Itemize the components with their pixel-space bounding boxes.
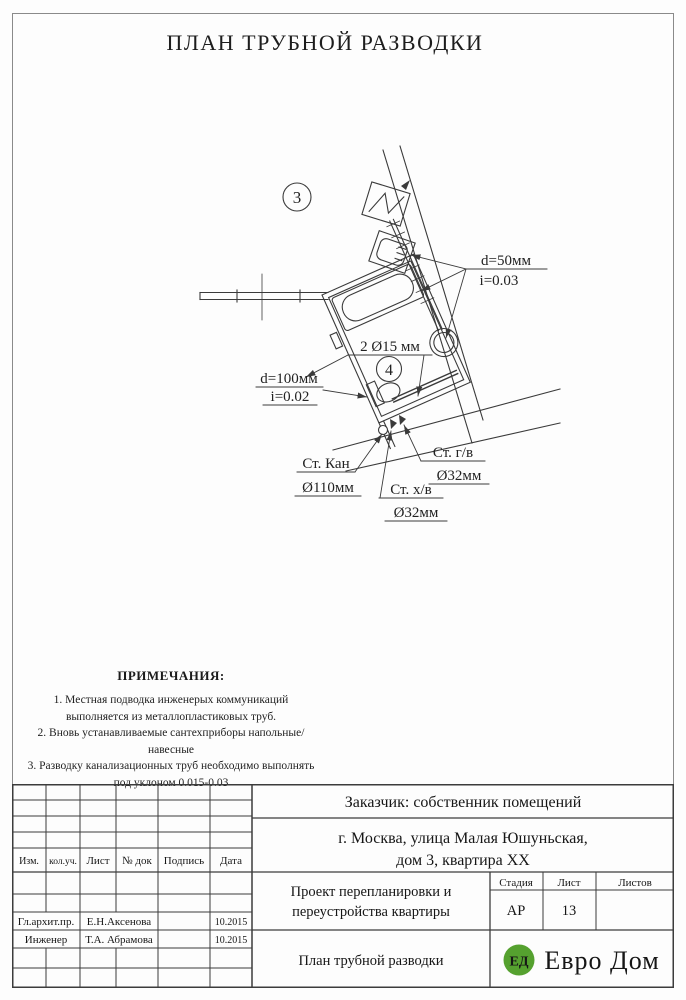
title-block [12, 784, 674, 988]
stage-value: АР [506, 903, 526, 919]
label-riser-hot-dia: Ø32мм [436, 468, 482, 484]
col-podpis: Подпись [163, 855, 205, 867]
col-ndok: № док [122, 855, 152, 867]
signature-role: Гл.архит.пр. [17, 916, 75, 928]
room4-number: 4 [385, 362, 393, 379]
note-line: 2. Вновь устанавливаемые сантехприборы напольные/навесные [37, 727, 305, 756]
break-symbol [362, 182, 410, 226]
signature-date: 10.2015 [214, 935, 248, 946]
wall-junction-mark [330, 332, 342, 349]
room3-number: 3 [292, 188, 302, 207]
sheets-label: Листов [618, 877, 652, 889]
label-drain100-slope: i=0.02 [270, 389, 310, 405]
address-line1: г. Москва, улица Малая Юшуньская, [338, 830, 588, 847]
cold-riser-point [390, 419, 397, 429]
col-list: Лист [86, 855, 110, 867]
signature-date: 10.2015 [214, 917, 248, 928]
stage-label: Стадия [499, 877, 533, 889]
project-line2: переустройства квартиры [292, 904, 450, 920]
note-line: 3. Разводку канализационных труб необходимо выполнять [27, 760, 315, 772]
label-riser-hot: Ст. г/в [432, 445, 474, 461]
note-line: под уклоном 0.015-0.03 [113, 776, 229, 789]
signature-role: Инженер [24, 934, 68, 946]
sheet-value: 13 [561, 903, 577, 919]
sewer-riser-point [379, 426, 388, 435]
wall-left [200, 274, 328, 320]
doc-title: План трубной разводки [298, 953, 444, 969]
logo-monogram: ЕД [509, 954, 529, 970]
notes-heading: ПРИМЕЧАНИЯ: [117, 668, 225, 683]
page-title: ПЛАН ТРУБНОЙ РАЗВОДКИ [166, 30, 484, 55]
hot-riser-point [399, 415, 406, 425]
client-line: Заказчик: собственник помещений [344, 794, 582, 811]
bathtub [331, 264, 424, 332]
note-line: выполняется из металлопластиковых труб. [65, 710, 277, 723]
pipe-arrow [401, 180, 410, 190]
label-drain50-slope: i=0.03 [479, 273, 519, 289]
signature-name: Е.Н.Аксенова [86, 916, 152, 928]
company-logo [504, 945, 660, 976]
col-data: Дата [220, 855, 242, 867]
sheet-label: Лист [557, 877, 581, 889]
label-drain50: d=50мм [481, 253, 531, 269]
label-riser-cold: Ст. х/в [390, 482, 432, 498]
label-riser-sewer: Ст. Кан [302, 456, 350, 472]
note-line: 1. Местная подводка инженерых коммуникаций [53, 694, 289, 706]
logo-name: Евро Дом [544, 946, 660, 975]
notes-block [20, 668, 322, 791]
signature-name: Т.А. Абрамова [85, 934, 153, 946]
label-riser-sewer-dia: Ø110мм [302, 480, 354, 496]
col-izm: Изм. [19, 856, 39, 867]
label-riser-cold-dia: Ø32мм [393, 505, 439, 521]
label-drain100: d=100мм [260, 371, 318, 387]
siphon-riser-circle [425, 324, 462, 361]
project-line1: Проект перепланировки и [290, 884, 452, 900]
address-line2: дом 3, квартира XX [396, 852, 530, 869]
col-koluch: кол.уч. [49, 857, 77, 867]
label-supply15: 2 Ø15 мм [360, 339, 420, 355]
